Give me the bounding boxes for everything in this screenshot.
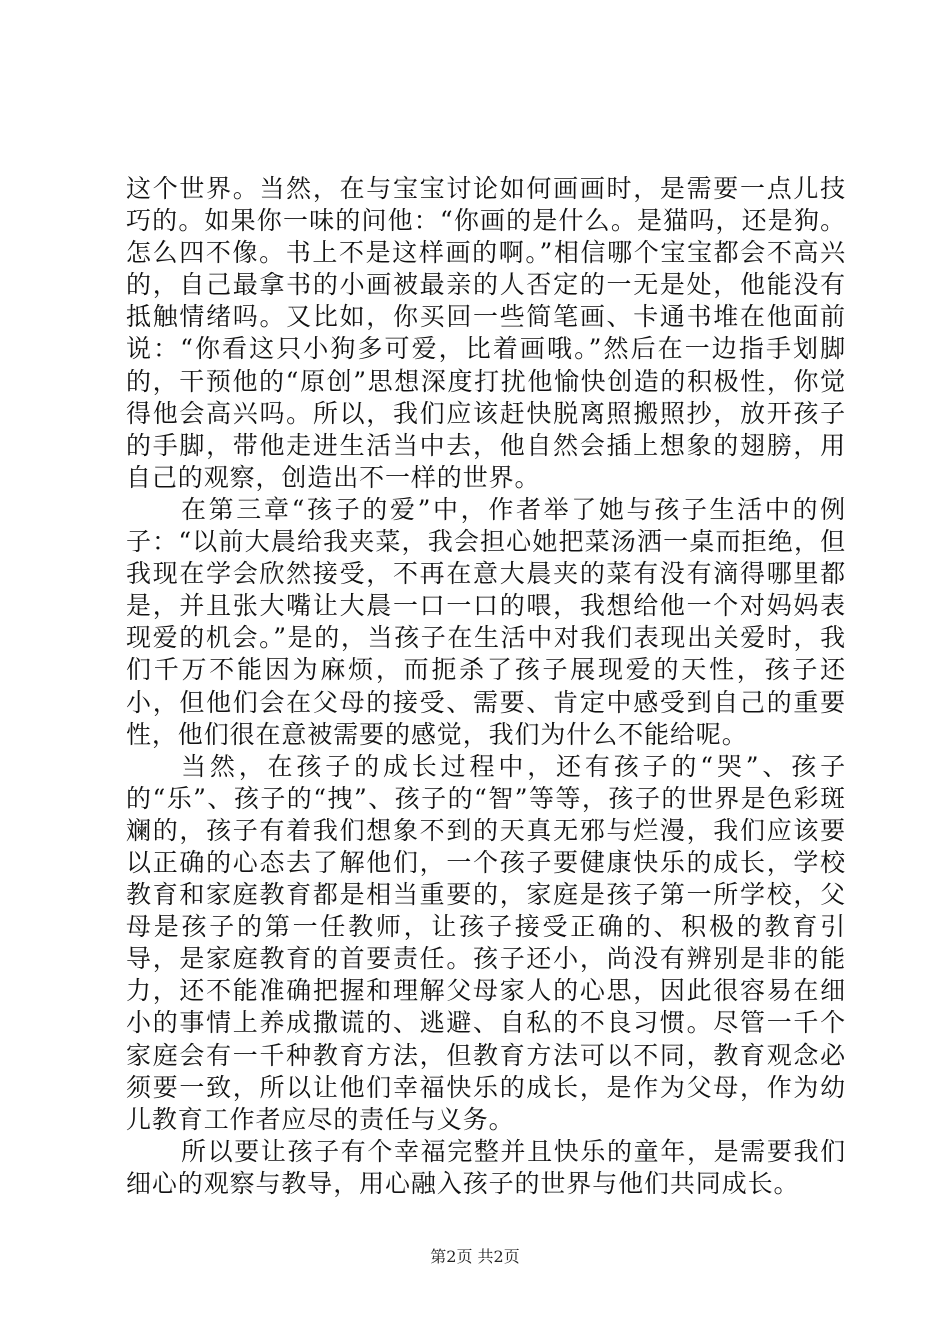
paragraph-4: 所以要让孩子有个幸福完整并且快乐的童年，是需要我们细心的观察与教导，用心融入孩子的世界与他们共同成长。 — [126, 1136, 846, 1198]
page-number-footer: 第2页 共2页 — [430, 1247, 520, 1266]
paragraph-3: 当然，在孩子的成长过程中，还有孩子的“哭”、孩子的“乐”、孩子的“拽”、孩子的“智”等等，孩子的世界是色彩斑斓的，孩子有着我们想象不到的天真无邪与烂漫，我们应该要以正确的心态去了解他们，一个孩子要健康快乐的成长，学校教育和家庭教育都是相当重要的，家庭是孩子第一所学校，父母是孩子的第一任教师，让孩子接受正确的、积极的教育引导，是家庭教育的首要责任。孩子还小，尚没有辨别是非的能力，还不能准确把握和理解父母家人的心思，因此很容易在细小的事情上养成撒谎的、逃避、自私的不良习惯。尽管一千个家庭会有一千种教育方法，但教育方法可以不同，教育观念必须要一致，所以让他们幸福快乐的成长，是作为父母，作为幼儿教育工作者应尽的责任与义务。 — [126, 751, 846, 1134]
document-body — [126, 173, 846, 1200]
paragraph-2: 在第三章“孩子的爱”中，作者举了她与孩子生活中的例子：“以前大晨给我夹菜，我会担心她把菜汤洒一桌而拒绝，但我现在学会欣然接受，不再在意大晨夹的菜有没有滴得哪里都是，并且张大嘴让大晨一口一口的喂，我想给他一个对妈妈表现爱的机会。”是的，当孩子在生活中对我们表现出关爱时，我们千万不能因为麻烦，而扼杀了孩子展现爱的天性，孩子还小，但他们会在父母的接受、需要、肯定中感受到自己的重要性，他们很在意被需要的感觉，我们为什么不能给呢。 — [126, 494, 846, 749]
paragraph-1: 这个世界。当然，在与宝宝讨论如何画画时，是需要一点儿技巧的。如果你一味的问他：“你画的是什么。是猫吗，还是狗。怎么四不像。书上不是这样画的啊。”相信哪个宝宝都会不高兴的，自己最拿书的小画被最亲的人否定的一无是处，他能没有抵触情绪吗。又比如，你买回一些简笔画、卡通书堆在他面前说：“你看这只小狗多可爱，比着画哦。”然后在一边指手划脚的，干预他的“原创”思想深度打扰他愉快创造的积极性，你觉得他会高兴吗。所以，我们应该赶快脱离照搬照抄，放开孩子的手脚，带他走进生活当中去，他自然会插上想象的翅膀，用自己的观察，创造出不一样的世界。 — [126, 174, 846, 492]
